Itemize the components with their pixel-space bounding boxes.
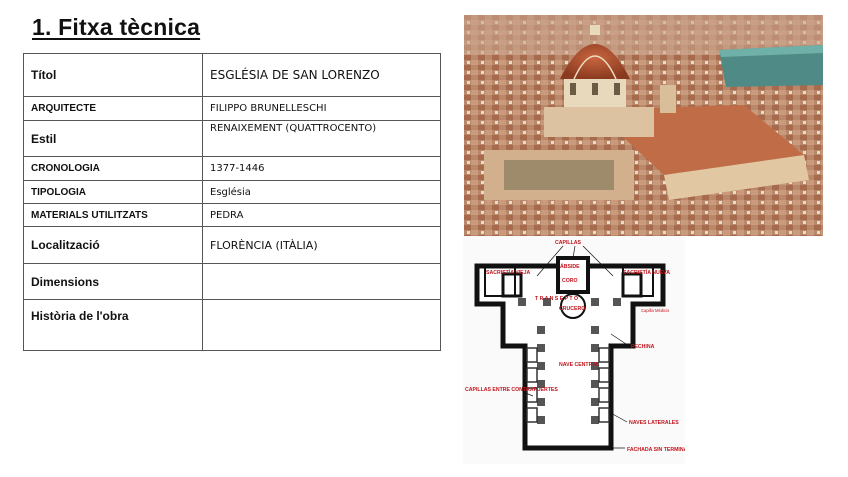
- table-row: [24, 121, 441, 157]
- table-row: [24, 300, 441, 351]
- row-value: [203, 300, 441, 351]
- table-row: [24, 157, 441, 181]
- row-label: MATERIALS UTILITZATS: [24, 204, 203, 227]
- label-crucero: CRUCERO: [559, 306, 586, 312]
- row-value: PEDRA: [203, 204, 441, 227]
- basilica-photo-illustration: [464, 15, 823, 236]
- row-label: Localització: [24, 227, 203, 264]
- technical-sheet-table: [23, 53, 441, 351]
- label-transepto: T R A N S E P T O: [535, 296, 579, 302]
- label-pechina: PECHINA: [631, 344, 655, 350]
- table-row: [24, 54, 441, 97]
- table-row: [24, 264, 441, 300]
- table-row: [24, 97, 441, 121]
- row-label: Dimensions: [24, 264, 203, 300]
- row-label: TIPOLOGIA: [24, 181, 203, 204]
- label-sacristia-nueva: SACRISTÍA NUEVA: [623, 270, 670, 276]
- table-row: [24, 204, 441, 227]
- row-value: ESGLÉSIA DE SAN LORENZO: [203, 54, 441, 97]
- label-sacristia-vieja: SACRISTÍA VIEJA: [486, 270, 531, 276]
- label-coro: CORO: [562, 278, 578, 284]
- row-label: Història de l'obra: [24, 300, 203, 351]
- row-label: ARQUITECTE: [24, 97, 203, 121]
- label-naves-laterales: NAVES LATERALES: [629, 420, 679, 426]
- label-capillas: CAPILLAS: [555, 240, 581, 246]
- floor-plan: [463, 236, 685, 464]
- row-value: Església: [203, 181, 441, 204]
- row-label: CRONOLOGIA: [24, 157, 203, 181]
- floor-plan-drawing: [463, 236, 685, 464]
- row-label: Títol: [24, 54, 203, 97]
- label-capilla-medicis: Capilla Médicis: [641, 308, 670, 313]
- table-row: [24, 181, 441, 204]
- row-value: FILIPPO BRUNELLESCHI: [203, 97, 441, 121]
- row-label: Estil: [24, 121, 203, 157]
- row-value: RENAIXEMENT (QUATTROCENTO): [203, 121, 441, 157]
- label-nave-central: NAVE CENTRAL: [559, 362, 600, 368]
- label-abside: ÁBSIDE: [560, 264, 580, 270]
- row-value: FLORÈNCIA (ITÀLIA): [203, 227, 441, 264]
- row-value: [203, 264, 441, 300]
- row-value: 1377-1446: [203, 157, 441, 181]
- table-row: [24, 227, 441, 264]
- page-title: 1. Fitxa tècnica: [32, 14, 201, 40]
- basilica-photo: [464, 15, 823, 236]
- label-fachada: FACHADA SIN TERMINAR: [627, 447, 685, 453]
- label-capillas-entre: CAPILLAS ENTRE CONTRAFUERTES: [465, 387, 558, 393]
